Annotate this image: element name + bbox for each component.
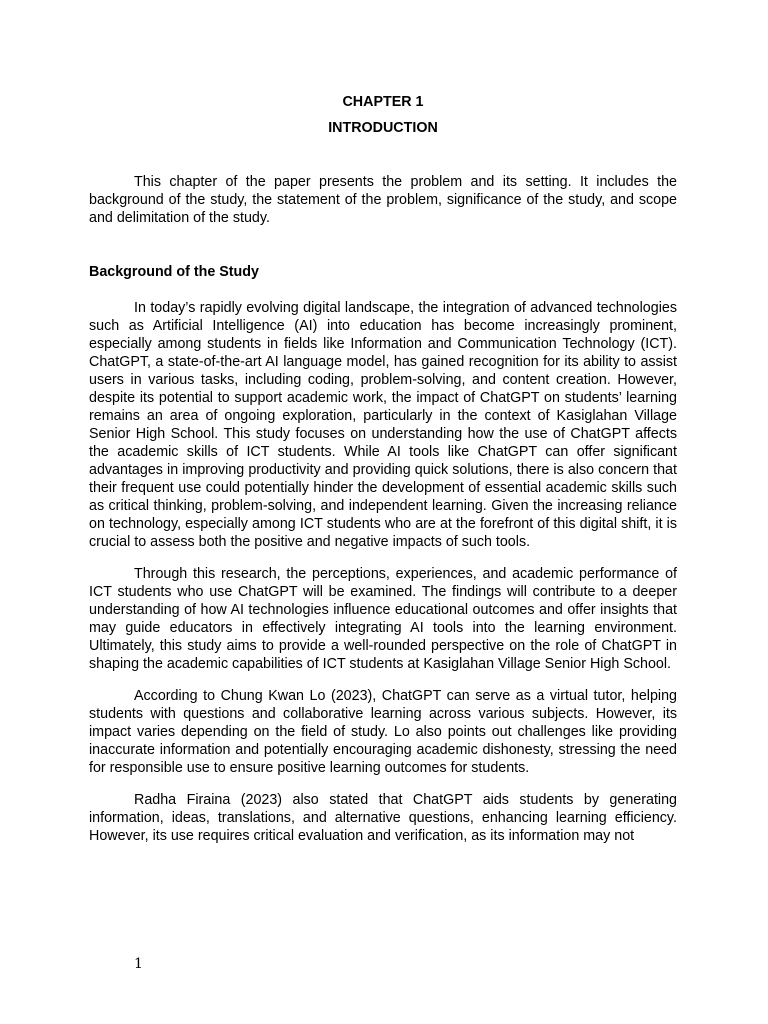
chapter-title: INTRODUCTION [328,120,438,136]
intro-paragraph: This chapter of the paper presents the problem and its setting. It includes the background of the study, the statement of the problem, significance of the study, and scope and delimitation of the study. [89,174,677,226]
page-number: 1 [134,956,143,972]
chapter-number: CHAPTER 1 [342,94,424,110]
page-body [89,93,677,845]
section-heading: Background of the Study [89,264,259,280]
body-paragraph: Radha Firaina (2023) also stated that ChatGPT aids students by generating information, ideas, translations, and alternative questions, enhancing learning efficiency. However, its use requires critical evaluation and verification, as its information may not [89,792,677,844]
body-paragraph: Through this research, the perceptions, experiences, and academic performance of ICT students who use ChatGPT will be examined. The findings will contribute to a deeper understanding of how AI technologies influence educational outcomes and offer insights that may guide educators in effectively integrating AI tools into the learning environment. Ultimately, this study aims to provide a well-rounded perspective on the role of ChatGPT in shaping the academic capabilities of ICT students at Kasiglahan Village Senior High School. [89,566,677,672]
body-paragraph: According to Chung Kwan Lo (2023), ChatGPT can serve as a virtual tutor, helping students with questions and collaborative learning across various subjects. However, its impact varies depending on the field of study. Lo also points out challenges like providing inaccurate information and potentially encouraging academic dishonesty, stressing the need for responsible use to ensure positive learning outcomes for students. [89,688,677,776]
body-paragraph: In today’s rapidly evolving digital landscape, the integration of advanced technologies such as Artificial Intelligence (AI) into education has become increasingly prominent, especially among students in fields like Information and Communication Technology (ICT). ChatGPT, a state-of-the-art AI language model, has gained recognition for its ability to assist users in various tasks, including coding, problem-solving, and content creation. However, despite its potential to support academic work, the impact of ChatGPT on students’ learning remains an area of ongoing exploration, particularly in the context of Kasiglahan Village Senior High School. This study focuses on understanding how the use of ChatGPT affects the academic skills of ICT students. While AI tools like ChatGPT can offer significant advantages in improving productivity and providing quick solutions, there is also concern that their frequent use could potentially hinder the development of essential academic skills such as critical thinking, problem-solving, and independent learning. Given the increasing reliance on technology, especially among ICT students who are at the forefront of this digital shift, it is crucial to assess both the positive and negative impacts of such tools. [89,300,677,550]
